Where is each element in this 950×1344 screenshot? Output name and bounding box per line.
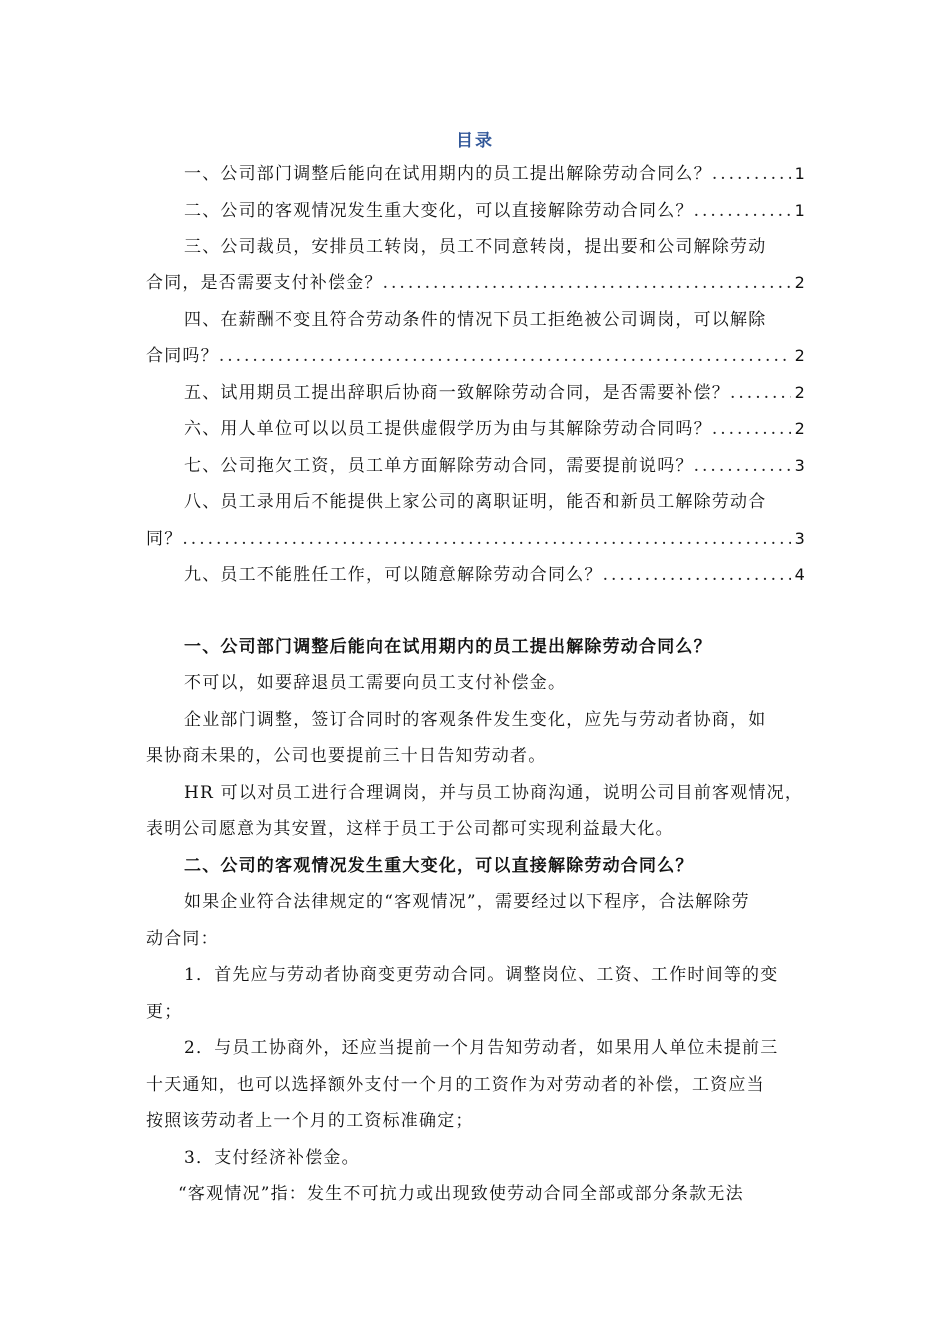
toc-page-number: 2 bbox=[794, 273, 806, 292]
toc-page-number: 1 bbox=[794, 201, 806, 220]
toc-leader bbox=[712, 163, 791, 185]
toc-leader bbox=[694, 455, 791, 477]
toc-entry[interactable] bbox=[146, 236, 806, 258]
toc-page-number: 2 bbox=[794, 419, 806, 438]
list-item: 3．支付经济补偿金。 bbox=[184, 1148, 360, 1168]
toc-leader bbox=[603, 564, 791, 586]
toc-leader bbox=[182, 528, 790, 550]
toc-entry-text: 四、在薪酬不变且符合劳动条件的情况下员工拒绝被公司调岗，可以解除 bbox=[184, 310, 767, 330]
toc-entry[interactable] bbox=[146, 418, 806, 440]
toc-entry-text: 三、公司裁员，安排员工转岗，员工不同意转岗，提出要和公司解除劳动 bbox=[184, 237, 767, 257]
list-item-continuation: 更； bbox=[146, 1002, 183, 1022]
toc-entry-text: 五、试用期员工提出辞职后协商一致解除劳动合同，是否需要补偿？ bbox=[184, 383, 730, 403]
toc-entry-text: 九、员工不能胜任工作，可以随意解除劳动合同么？ bbox=[184, 565, 603, 585]
toc-entry[interactable] bbox=[146, 163, 806, 185]
toc-entry[interactable] bbox=[146, 309, 806, 331]
toc-entry-text: 合同，是否需要支付补偿金？ bbox=[146, 273, 383, 293]
paragraph-continuation: 动合同： bbox=[146, 929, 219, 949]
toc-leader bbox=[219, 345, 791, 367]
toc-page-number: 3 bbox=[794, 529, 806, 548]
paragraph: “客观情况”指：发生不可抗力或出现致使劳动合同全部或部分条款无法 bbox=[178, 1184, 744, 1204]
section-heading: 一、公司部门调整后能向在试用期内的员工提出解除劳动合同么？ bbox=[184, 637, 712, 657]
toc-entry-text: 七、公司拖欠工资，员工单方面解除劳动合同，需要提前说吗？ bbox=[184, 456, 694, 476]
toc-entry[interactable] bbox=[146, 200, 806, 222]
toc-entry-text: 八、员工录用后不能提供上家公司的离职证明，能否和新员工解除劳动合 bbox=[184, 492, 767, 512]
toc-page-number: 4 bbox=[794, 565, 806, 584]
paragraph: 如果企业符合法律规定的“客观情况”，需要经过以下程序，合法解除劳 bbox=[184, 892, 750, 912]
toc-entry-continuation[interactable] bbox=[146, 345, 806, 367]
toc-leader bbox=[383, 272, 791, 294]
toc-entry-text: 二、公司的客观情况发生重大变化，可以直接解除劳动合同么？ bbox=[184, 201, 694, 221]
toc-entry[interactable] bbox=[146, 382, 806, 404]
paragraph: 企业部门调整，签订合同时的客观条件发生变化，应先与劳动者协商，如 bbox=[184, 710, 767, 730]
list-item-continuation: 十天通知，也可以选择额外支付一个月的工资作为对劳动者的补偿，工资应当 bbox=[146, 1075, 765, 1095]
paragraph-continuation: 果协商未果的，公司也要提前三十日告知劳动者。 bbox=[146, 746, 547, 766]
toc-leader bbox=[730, 382, 791, 404]
toc-page-number: 2 bbox=[794, 346, 806, 365]
toc-entry-continuation[interactable] bbox=[146, 528, 806, 550]
paragraph-continuation: 表明公司愿意为其安置，这样于员工于公司都可实现利益最大化。 bbox=[146, 819, 674, 839]
toc-leader bbox=[712, 418, 791, 440]
toc-entry[interactable] bbox=[146, 455, 806, 477]
toc-entry[interactable] bbox=[146, 491, 806, 513]
toc-title: 目录 bbox=[456, 131, 494, 151]
toc-page-number: 2 bbox=[794, 383, 806, 402]
list-item-continuation: 按照该劳动者上一个月的工资标准确定； bbox=[146, 1111, 474, 1131]
toc-entry-text: 六、用人单位可以以员工提供虚假学历为由与其解除劳动合同吗？ bbox=[184, 419, 712, 439]
toc-entry-text: 一、公司部门调整后能向在试用期内的员工提出解除劳动合同么？ bbox=[184, 164, 712, 184]
toc-entry[interactable] bbox=[146, 564, 806, 586]
toc-entry-continuation[interactable] bbox=[146, 272, 806, 294]
list-item: 2．与员工协商外，还应当提前一个月告知劳动者，如果用人单位未提前三 bbox=[184, 1038, 779, 1058]
section-heading: 二、公司的客观情况发生重大变化，可以直接解除劳动合同么？ bbox=[184, 856, 694, 876]
list-item: 1．首先应与劳动者协商变更劳动合同。调整岗位、工资、工作时间等的变 bbox=[184, 965, 779, 985]
toc-entry-text: 合同吗？ bbox=[146, 346, 219, 366]
toc-page-number: 1 bbox=[794, 164, 806, 183]
toc-page-number: 3 bbox=[794, 456, 806, 475]
toc-entry-text: 同？ bbox=[146, 529, 183, 549]
toc-leader bbox=[694, 200, 791, 222]
paragraph: 不可以，如要辞退员工需要向员工支付补偿金。 bbox=[184, 673, 567, 693]
paragraph: HR 可以对员工进行合理调岗，并与员工协商沟通，说明公司目前客观情况， bbox=[184, 783, 804, 803]
